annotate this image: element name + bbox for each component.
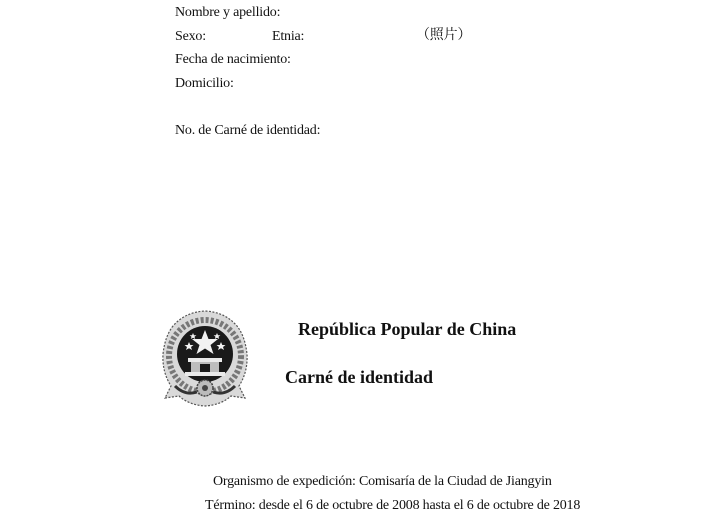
photo-placeholder: （照片） xyxy=(416,27,472,43)
validity-period: Término: desde el 6 de octubre de 2008 hasta el 6 de octubre de 2018 xyxy=(205,498,581,513)
id-number-label: No. de Carné de identidad: xyxy=(175,123,321,138)
ethnicity-label: Etnia: xyxy=(272,29,305,44)
card-title: Carné de identidad xyxy=(285,367,434,387)
birth-date-label: Fecha de nacimiento: xyxy=(175,52,291,67)
country-title: República Popular de China xyxy=(298,319,517,339)
national-emblem-icon xyxy=(155,306,255,408)
name-label: Nombre y apellido: xyxy=(175,5,281,20)
issuing-authority: Organismo de expedición: Comisaría de la Ciudad de Jiangyin xyxy=(213,474,552,489)
address-label: Domicilio: xyxy=(175,76,234,91)
sex-label: Sexo: xyxy=(175,29,206,44)
